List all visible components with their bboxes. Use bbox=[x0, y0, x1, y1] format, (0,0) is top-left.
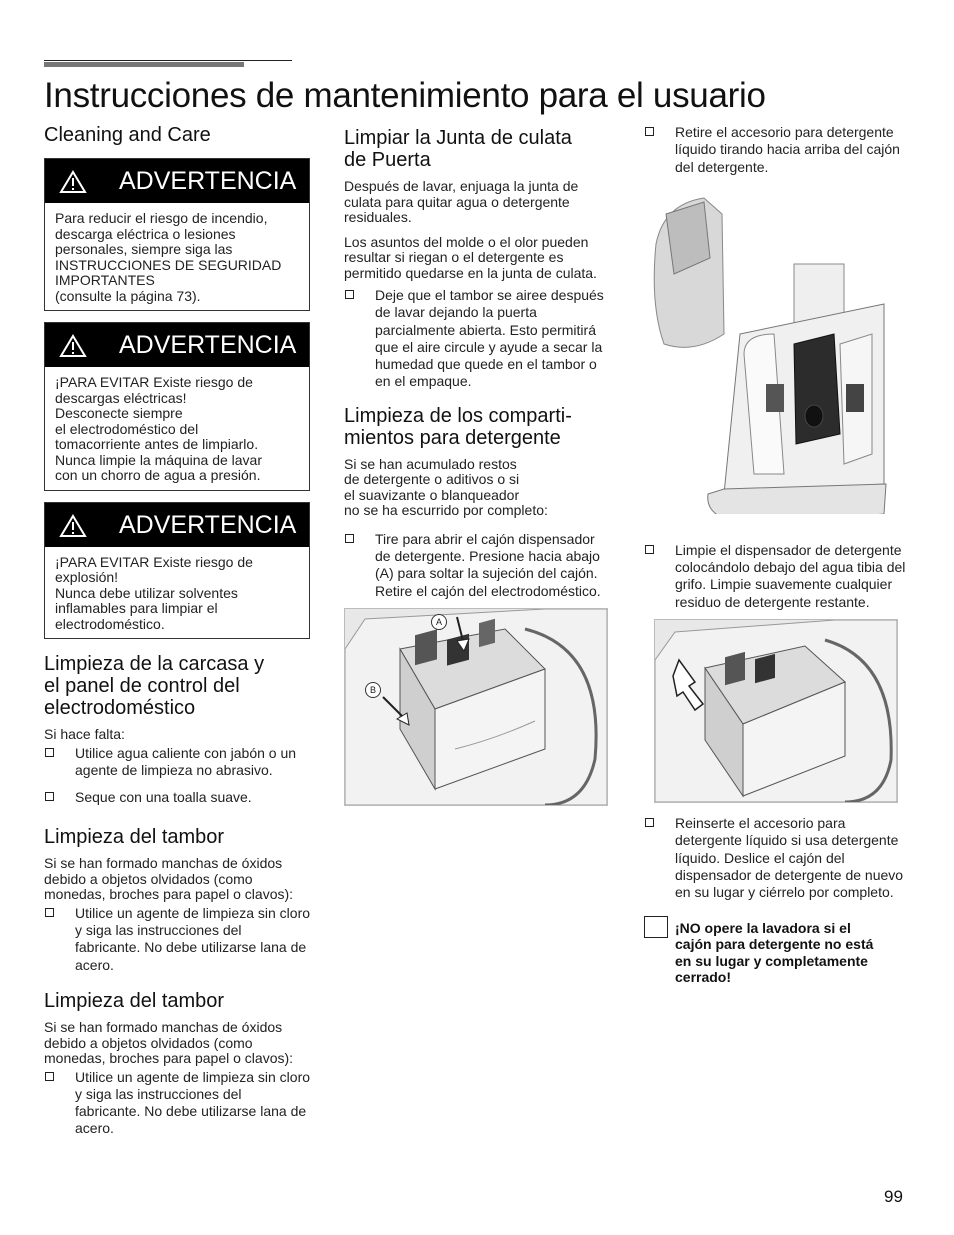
list-item bbox=[44, 1069, 310, 1138]
liquid-insert-illustration bbox=[644, 184, 898, 514]
warning-line: (consulte la página 73). bbox=[55, 287, 201, 304]
list-item-text: Seque con una toalla suave. bbox=[75, 789, 252, 806]
notice-line: ¡NO opere la lavadora si el bbox=[675, 919, 851, 936]
seal-paragraph: Los asuntos del molde o el olor pueden resultar si riegan o el detergente es permitido quedarse en la junta de culata. bbox=[344, 233, 597, 281]
warning-line: explosión! bbox=[55, 569, 119, 585]
warning-line: descargas eléctricas! bbox=[55, 389, 187, 406]
heading-line: de Puerta bbox=[344, 149, 431, 171]
warning-body bbox=[45, 203, 309, 310]
warning-line: ¡PARA EVITAR Existe riesgo de bbox=[55, 374, 253, 390]
reinsert-list bbox=[644, 815, 914, 901]
checkbox-bullet-icon bbox=[345, 290, 354, 299]
list-item-text: Reinserte el accesorio para detergente líquido si usa detergente líquido. Deslice el cajón del dispensador de detergente de nuevo en su lugar y ciérrelo por completo. bbox=[675, 815, 904, 901]
checkbox-bullet-icon bbox=[645, 127, 654, 136]
accessory-list bbox=[644, 124, 914, 176]
warning-line: Desconecte siempre bbox=[55, 405, 183, 421]
warning-title: ADVERTENCIA bbox=[119, 510, 297, 539]
header-rule-thin bbox=[44, 60, 292, 61]
housing-list bbox=[44, 745, 310, 807]
warning-line: Nunca debe utilizar solventes bbox=[55, 584, 238, 601]
list-item-text: Limpie el dispensador de detergente colocándolo debajo del agua tibia del grifo. Limpie suavemente cualquier residuo de detergente restante. bbox=[675, 541, 906, 610]
header-rule-thick bbox=[44, 62, 244, 67]
warning-line: INSTRUCCIONES DE SEGURIDAD bbox=[55, 256, 282, 273]
warning-box-explosion bbox=[44, 502, 310, 640]
intro-line: Si se han acumulado restos bbox=[344, 455, 517, 472]
callout-a-label: A bbox=[431, 614, 447, 630]
drum-list bbox=[44, 1069, 310, 1138]
list-item-text: Utilice un agente de limpieza sin cloro y siga las instrucciones del fabricante. No debe utilizarse lana de acero. bbox=[75, 904, 311, 973]
page-title: Instrucciones de mantenimiento para el usuario bbox=[44, 76, 766, 115]
warning-line: Nunca limpie la máquina de lavar bbox=[55, 451, 262, 468]
checkbox-bullet-icon bbox=[645, 545, 654, 554]
warning-body bbox=[45, 547, 309, 639]
warning-line: IMPORTANTES bbox=[55, 272, 155, 288]
intro-line: de detergente o aditivos o si bbox=[344, 471, 520, 488]
warning-line: el electrodoméstico del bbox=[55, 420, 199, 437]
warning-line: descarga eléctrica o lesiones bbox=[55, 225, 236, 242]
warning-line: ¡PARA EVITAR Existe riesgo de bbox=[55, 553, 253, 570]
page-number: 99 bbox=[884, 1187, 903, 1206]
heading-line: Limpieza de los comparti- bbox=[344, 404, 572, 427]
list-item-text: Deje que el tambor se airee después de lavar dejando la puerta parcialmente abierta. Esto permitirá que el aire circule y ayude a secar la humedad que quede en el tambor o en el empaque. bbox=[375, 287, 604, 390]
checkbox-bullet-icon bbox=[345, 534, 354, 543]
compartments-intro bbox=[344, 457, 610, 519]
warning-triangle-icon bbox=[59, 170, 87, 194]
housing-intro: Si hace falta: bbox=[44, 726, 125, 742]
warning-header bbox=[45, 323, 309, 367]
intro-line: el suavizante o blanqueador bbox=[344, 486, 520, 503]
warning-triangle-icon bbox=[59, 334, 87, 358]
notice-block bbox=[644, 916, 914, 986]
list-item bbox=[44, 789, 310, 806]
section-heading-drum: Limpieza del tambor bbox=[44, 826, 225, 849]
list-item bbox=[344, 531, 610, 600]
heading-line: Limpiar la Junta de culata bbox=[344, 127, 572, 149]
warning-line: Para reducir el riesgo de incendio, bbox=[55, 210, 268, 226]
list-item-text: Utilice agua caliente con jabón o un agente de limpieza no abrasivo. bbox=[75, 744, 297, 778]
list-item-text: Tire para abrir el cajón dispensador de detergente. Presione hacia abajo (A) para soltar la sujeción del cajón. Retire el cajón del electrodoméstico. bbox=[375, 530, 601, 599]
warning-box-electric bbox=[44, 322, 310, 491]
checkbox-bullet-icon bbox=[45, 748, 54, 757]
drawer-removal-drawing bbox=[345, 609, 607, 805]
rinse-list bbox=[644, 542, 914, 611]
notice-line: cerrado! bbox=[675, 969, 732, 986]
list-item bbox=[44, 745, 310, 780]
checkbox-bullet-icon bbox=[45, 792, 54, 801]
heading-line: Limpieza de la carcasa y bbox=[44, 653, 265, 675]
warning-header bbox=[45, 159, 309, 203]
seal-list bbox=[344, 287, 610, 391]
seal-paragraph: Después de lavar, enjuaga la junta de culata para quitar agua o detergente residuales. bbox=[344, 178, 579, 225]
section-heading-housing bbox=[44, 653, 310, 719]
list-item-text: Utilice un agente de limpieza sin cloro y siga las instrucciones del fabricante. No debe utilizarse lana de acero. bbox=[75, 1068, 311, 1137]
drum-list bbox=[44, 905, 310, 974]
warning-header bbox=[45, 503, 309, 547]
warning-line: personales, siempre siga las bbox=[55, 241, 233, 257]
section-heading-compartments bbox=[344, 405, 610, 449]
column-middle bbox=[344, 124, 610, 806]
list-item bbox=[644, 124, 914, 176]
list-item-text: Retire el accesorio para detergente líquido tirando hacia arriba del cajón del detergente. bbox=[675, 124, 900, 175]
drawer-reinsert-illustration bbox=[654, 619, 898, 803]
heading-line: el panel de control del bbox=[44, 675, 240, 697]
section-heading-drum: Limpieza del tambor bbox=[44, 990, 225, 1013]
checkbox-bullet-icon bbox=[645, 818, 654, 827]
checkbox-bullet-icon bbox=[45, 1072, 54, 1081]
notice-line: cajón para detergente no está bbox=[675, 936, 874, 953]
intro-line: no se ha escurrido por completo: bbox=[344, 502, 548, 519]
notice-line: en su lugar y completamente bbox=[675, 952, 868, 969]
warning-body bbox=[45, 367, 309, 490]
heading-line: electrodoméstico bbox=[44, 697, 196, 719]
warning-line: electrodoméstico. bbox=[55, 615, 165, 632]
drawer-reinsert-drawing bbox=[655, 620, 897, 802]
dispenser-drawer-drawing bbox=[644, 184, 898, 514]
heading-line: mientos para detergente bbox=[344, 426, 561, 449]
list-item bbox=[44, 905, 310, 974]
section-heading-cleaning: Cleaning and Care bbox=[44, 124, 211, 146]
column-right bbox=[644, 124, 914, 986]
list-item bbox=[344, 287, 610, 391]
warning-line: inflamables para limpiar el bbox=[55, 600, 218, 616]
drawer-removal-illustration bbox=[344, 608, 608, 806]
drum-intro: Si se han formado manchas de óxidos debido a objetos olvidados (como monedas, broches para papel o clavos): bbox=[44, 1019, 294, 1067]
notice-icon bbox=[644, 916, 668, 938]
warning-line: tomacorriente antes de limpiarlo. bbox=[55, 436, 259, 452]
checkbox-bullet-icon bbox=[45, 908, 54, 917]
callout-b-label: B bbox=[365, 682, 381, 698]
notice-text bbox=[675, 916, 914, 986]
warning-title: ADVERTENCIA bbox=[119, 331, 297, 359]
list-item bbox=[644, 815, 914, 901]
warning-line: con un chorro de agua a presión. bbox=[55, 467, 261, 483]
column-left bbox=[44, 124, 310, 1146]
section-heading-door-seal bbox=[344, 127, 610, 171]
warning-title: ADVERTENCIA bbox=[119, 167, 297, 195]
drum-intro: Si se han formado manchas de óxidos debido a objetos olvidados (como monedas, broches para papel o clavos): bbox=[44, 855, 294, 903]
warning-box-fire bbox=[44, 158, 310, 311]
list-item bbox=[644, 542, 914, 611]
compartments-list bbox=[344, 531, 610, 600]
warning-triangle-icon bbox=[59, 514, 87, 538]
